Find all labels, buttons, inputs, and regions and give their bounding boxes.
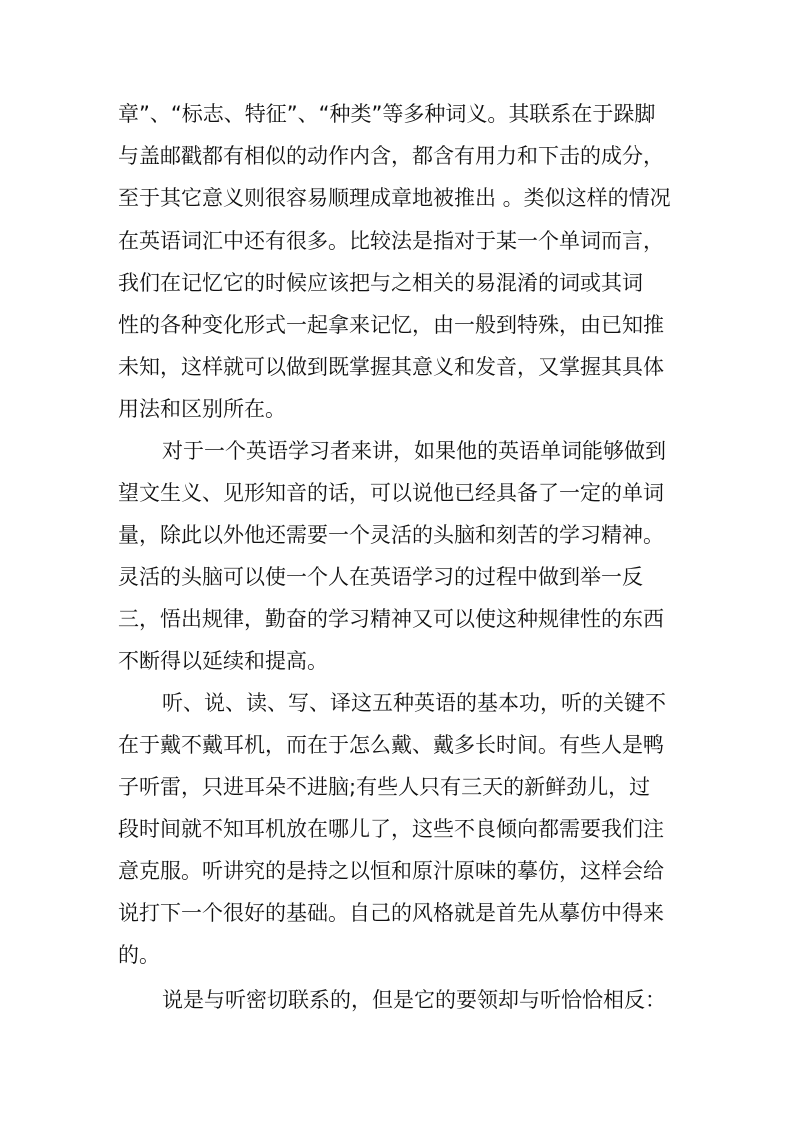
text-line: 三，悟出规律，勤奋的学习精神又可以使这种规律性的东西: [118, 607, 664, 631]
text-line: 在于戴不戴耳机，而在于怎么戴、戴多长时间。有些人是鸭: [118, 733, 664, 757]
text-line: 意克服。听讲究的是持之以恒和原汁原味的摹仿，这样会给: [118, 859, 664, 883]
text-line: 段时间就不知耳机放在哪儿了，这些不良倾向都需要我们注: [118, 817, 664, 841]
text-line: 与盖邮戳都有相似的动作内含，都含有用力和下击的成分，: [118, 144, 664, 168]
text-line: 性的各种变化形式一起拿来记忆，由一般到特殊，由已知推: [118, 313, 664, 337]
text-line: 望文生义、见形知音的话，可以说他已经具备了一定的单词: [118, 481, 664, 505]
text-line: 量，除此以外他还需要一个灵活的头脑和刻苦的学习精神。: [118, 523, 664, 547]
text-line: 章”、“标志、特征”、“种类”等多种词义。其联系在于跺脚: [118, 102, 656, 126]
text-line: 我们在记忆它的时候应该把与之相关的易混淆的词或其词: [118, 271, 643, 295]
text-line: 至于其它意义则很容易顺理成章地被推出 。类似这样的情况: [118, 186, 671, 210]
text-line: 说打下一个很好的基础。自己的风格就是首先从摹仿中得来: [118, 901, 664, 925]
text-line: 不断得以延续和提高。: [118, 649, 328, 673]
text-line: 的。: [118, 943, 160, 967]
text-line: 灵活的头脑可以使一个人在英语学习的过程中做到举一反: [118, 565, 643, 589]
text-line: 在英语词汇中还有很多。比较法是指对于某一个单词而言，: [118, 229, 664, 253]
text-line: 子听雷，只进耳朵不进脑;有些人只有三天的新鲜劲儿，过: [118, 775, 651, 799]
paragraph-start-line: 听、说、读、写、译这五种英语的基本功，听的关键不: [162, 691, 666, 715]
text-line: 用法和区别所在。: [118, 397, 286, 421]
paragraph-start-line: 说是与听密切联系的，但是它的要领却与听恰恰相反：: [162, 988, 666, 1012]
paragraph-start-line: 对于一个英语学习者来讲，如果他的英语单词能够做到: [162, 439, 666, 463]
text-line: 未知，这样就可以做到既掌握其意义和发音，又掌握其具体: [118, 355, 664, 379]
